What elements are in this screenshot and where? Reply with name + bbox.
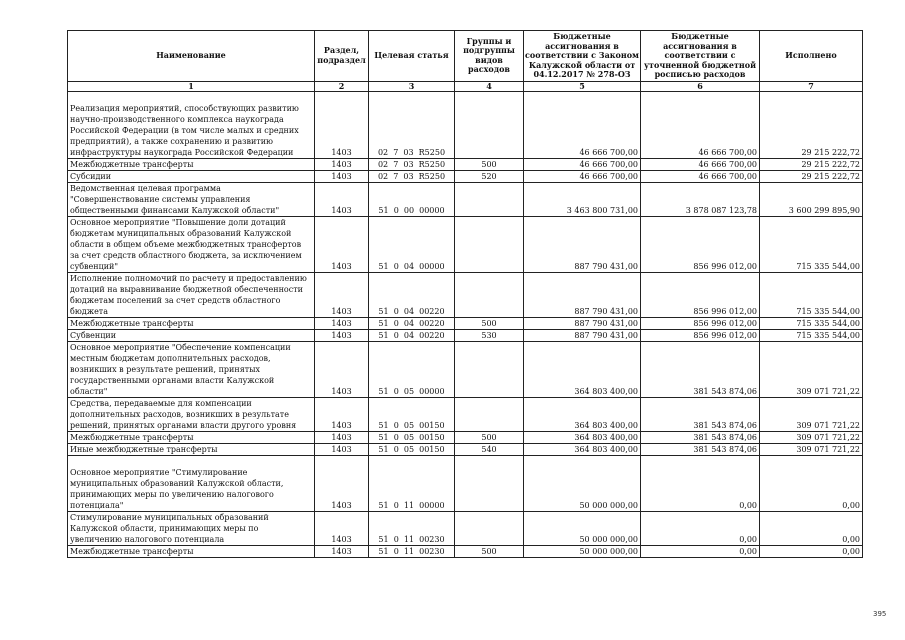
table-row [68,182,863,216]
row-plan-amount: 381 543 874,06 [641,397,760,431]
row-plan-amount: 381 543 874,06 [641,341,760,397]
row-section: 1403 [315,455,369,511]
row-law-amount: 887 790 431,00 [524,272,641,317]
row-name: Межбюджетные трансферты [68,545,315,557]
row-law-amount: 364 803 400,00 [524,397,641,431]
row-plan-amount: 0,00 [641,511,760,545]
row-group [455,341,524,397]
row-done-amount: 715 335 544,00 [760,329,863,341]
row-done-amount: 715 335 544,00 [760,272,863,317]
row-target-code: 02 7 03 R5250 [369,91,455,158]
row-name: Стимулирование муниципальных образований Калужской области, принимающих меры по увеличению налогового потенциала [68,511,315,545]
row-done-amount: 309 071 721,22 [760,341,863,397]
table-row [68,91,863,158]
col-number: 6 [641,81,760,91]
row-plan-amount: 856 996 012,00 [641,329,760,341]
row-done-amount: 29 215 222,72 [760,170,863,182]
row-section: 1403 [315,397,369,431]
row-section: 1403 [315,216,369,272]
table-row [68,158,863,170]
row-target-code: 51 0 05 00150 [369,443,455,455]
row-law-amount: 46 666 700,00 [524,158,641,170]
row-law-amount: 364 803 400,00 [524,443,641,455]
row-plan-amount: 46 666 700,00 [641,158,760,170]
row-group [455,511,524,545]
row-plan-amount: 381 543 874,06 [641,431,760,443]
row-done-amount: 715 335 544,00 [760,216,863,272]
row-group [455,182,524,216]
row-law-amount: 50 000 000,00 [524,511,641,545]
row-group: 540 [455,443,524,455]
row-plan-amount: 381 543 874,06 [641,443,760,455]
row-plan-amount: 856 996 012,00 [641,272,760,317]
row-target-code: 51 0 11 00230 [369,545,455,557]
row-target-code: 51 0 11 00230 [369,511,455,545]
header-section: Раздел, подраздел [315,31,369,82]
row-done-amount: 0,00 [760,455,863,511]
table-row [68,443,863,455]
row-name: Ведомственная целевая программа "Совершенствование системы управления общественными финансами Калужской области" [68,182,315,216]
row-law-amount: 3 463 800 731,00 [524,182,641,216]
header-done: Исполнено [760,31,863,82]
table-row [68,341,863,397]
row-group [455,397,524,431]
col-number: 7 [760,81,863,91]
row-name: Исполнение полномочий по расчету и предоставлению дотаций на выравнивание бюджетной обеспеченности бюджетам поселений за счет средств областного бюджета [68,272,315,317]
row-group [455,272,524,317]
row-law-amount: 364 803 400,00 [524,341,641,397]
row-group: 500 [455,158,524,170]
row-plan-amount: 0,00 [641,545,760,557]
row-target-code: 02 7 03 R5250 [369,158,455,170]
row-group [455,455,524,511]
row-done-amount: 3 600 299 895,90 [760,182,863,216]
row-target-code: 02 7 03 R5250 [369,170,455,182]
row-done-amount: 309 071 721,22 [760,443,863,455]
row-target-code: 51 0 05 00000 [369,341,455,397]
row-section: 1403 [315,511,369,545]
row-law-amount: 887 790 431,00 [524,317,641,329]
table-row [68,272,863,317]
row-law-amount: 46 666 700,00 [524,91,641,158]
budget-table [67,30,863,558]
row-name: Реализация мероприятий, способствующих развитию научно-производственного комплекса наукограда Российской Федерации (в том числе малых и средних предприятий), а также сохранению и развитию инфраструктуры наукограда Российской Федерации [68,91,315,158]
row-done-amount: 0,00 [760,545,863,557]
row-section: 1403 [315,341,369,397]
header-target: Целевая статья [369,31,455,82]
row-target-code: 51 0 04 00000 [369,216,455,272]
row-section: 1403 [315,317,369,329]
row-law-amount: 50 000 000,00 [524,545,641,557]
row-law-amount: 887 790 431,00 [524,329,641,341]
table-row [68,511,863,545]
row-group: 500 [455,431,524,443]
row-plan-amount: 856 996 012,00 [641,216,760,272]
table-header-row [68,31,863,82]
table-row [68,329,863,341]
row-done-amount: 309 071 721,22 [760,431,863,443]
row-law-amount: 46 666 700,00 [524,170,641,182]
row-name: Средства, передаваемые для компенсации дополнительных расходов, возникших в результате решений, принятых органами власти другого уровня [68,397,315,431]
table-row [68,216,863,272]
col-number: 3 [369,81,455,91]
table-row [68,170,863,182]
row-section: 1403 [315,182,369,216]
row-section: 1403 [315,329,369,341]
row-done-amount: 309 071 721,22 [760,397,863,431]
table-row [68,317,863,329]
row-name: Субвенции [68,329,315,341]
row-name: Иные межбюджетные трансферты [68,443,315,455]
row-done-amount: 29 215 222,72 [760,91,863,158]
row-name: Субсидии [68,170,315,182]
row-plan-amount: 46 666 700,00 [641,91,760,158]
row-section: 1403 [315,545,369,557]
row-group [455,216,524,272]
table-row [68,431,863,443]
row-group [455,91,524,158]
row-group: 500 [455,545,524,557]
col-number: 5 [524,81,641,91]
row-plan-amount: 3 878 087 123,78 [641,182,760,216]
row-plan-amount: 46 666 700,00 [641,170,760,182]
row-plan-amount: 856 996 012,00 [641,317,760,329]
row-section: 1403 [315,91,369,158]
row-group: 530 [455,329,524,341]
row-target-code: 51 0 11 00000 [369,455,455,511]
row-section: 1403 [315,272,369,317]
row-section: 1403 [315,158,369,170]
row-group: 500 [455,317,524,329]
table-row [68,397,863,431]
table-row [68,455,863,511]
header-plan: Бюджетные ассигнования в соответствии с уточненной бюджетной росписью расходов [641,31,760,82]
row-done-amount: 0,00 [760,511,863,545]
row-target-code: 51 0 05 00150 [369,397,455,431]
col-number: 1 [68,81,315,91]
header-law: Бюджетные ассигнования в соответствии с Законом Калужской области от 04.12.2017 № 278-ОЗ [525,31,640,79]
column-numbers-row [68,81,863,91]
row-target-code: 51 0 04 00220 [369,329,455,341]
row-done-amount: 29 215 222,72 [760,158,863,170]
row-group: 520 [455,170,524,182]
row-plan-amount: 0,00 [641,455,760,511]
row-done-amount: 715 335 544,00 [760,317,863,329]
row-name: Основное мероприятие "Обеспечение компенсации местным бюджетам дополнительных расходов, возникших в результате решений, принятых государственными органами власти Калужской области" [68,341,315,397]
row-law-amount: 887 790 431,00 [524,216,641,272]
row-name: Межбюджетные трансферты [68,317,315,329]
table-row [68,545,863,557]
row-name: Межбюджетные трансферты [68,431,315,443]
col-number: 4 [455,81,524,91]
budget-table-page [67,30,862,558]
row-name: Межбюджетные трансферты [68,158,315,170]
row-target-code: 51 0 00 00000 [369,182,455,216]
header-name: Наименование [68,31,315,82]
row-section: 1403 [315,431,369,443]
row-target-code: 51 0 04 00220 [369,272,455,317]
header-group: Группы и подгруппы видов расходов [455,31,524,82]
row-target-code: 51 0 05 00150 [369,431,455,443]
row-law-amount: 50 000 000,00 [524,455,641,511]
page-number: 395 [873,610,887,618]
col-number: 2 [315,81,369,91]
row-law-amount: 364 803 400,00 [524,431,641,443]
row-name: Основное мероприятие "Повышение доли дотаций бюджетам муниципальных образований Калужской области в общем объеме межбюджетных трансфертов за счет средств областного бюджета, за исключением субвенций" [68,216,315,272]
row-target-code: 51 0 04 00220 [369,317,455,329]
row-section: 1403 [315,443,369,455]
row-section: 1403 [315,170,369,182]
row-name: Основное мероприятие "Стимулирование муниципальных образований Калужской области, принимающих меры по увеличению налогового потенциала" [68,455,315,511]
